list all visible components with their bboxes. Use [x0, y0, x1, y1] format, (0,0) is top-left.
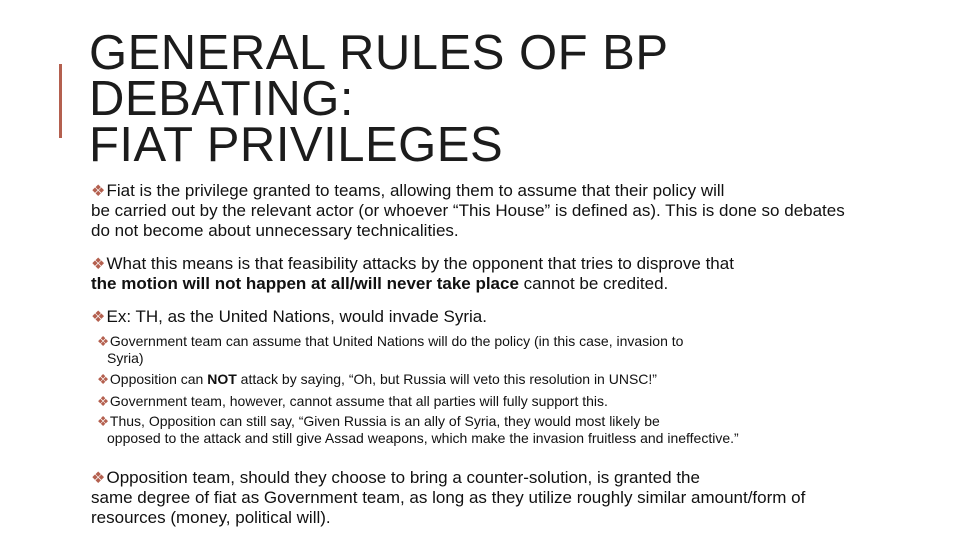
diamond-bullet-icon: ❖ [97, 414, 109, 429]
diamond-bullet-icon: ❖ [91, 308, 106, 326]
bullet-counter-solution [89, 468, 859, 528]
title-line-2: DEBATING: [89, 72, 354, 126]
title-line-1: GENERAL RULES OF BP [89, 26, 669, 80]
sub-bullet-text: Thus, Opposition can still say, “Given Russia is an ally of Syria, they would most likely be [109, 413, 660, 429]
bullet-text: What this means is that feasibility attacks by the opponent that tries to disprove that [106, 254, 734, 273]
diamond-bullet-icon: ❖ [97, 394, 109, 409]
title-line-3: FIAT PRIVILEGES [89, 118, 504, 172]
sub-bullet-continuation: Syria) [107, 350, 144, 366]
sub-bullet-text: Opposition can [109, 371, 208, 387]
bullet-text: Opposition team, should they choose to bring a counter-solution, is granted the [106, 468, 700, 487]
bold-emphasis: NOT [207, 371, 237, 387]
sub-bullet-government-cannot [95, 393, 859, 410]
sub-bullet-continuation: opposed to the attack and still give Assad weapons, which make the invasion fruitless and ineffective.” [107, 430, 739, 446]
sub-bullet-opposition-can [95, 413, 859, 446]
diamond-bullet-icon: ❖ [91, 182, 106, 200]
bullet-text-continuation: be carried out by the relevant actor (or whoever “This House” is defined as). This is done so debates do not become about unnecessary technicalities. [91, 201, 845, 240]
sub-bullet-text: Government team can assume that United Nations will do the policy (in this case, invasion to [109, 333, 684, 349]
diamond-bullet-icon: ❖ [97, 372, 109, 387]
bullet-feasibility-attacks [89, 254, 859, 294]
diamond-bullet-icon: ❖ [91, 255, 106, 273]
title-accent-bar [59, 64, 62, 138]
bullet-text: Fiat is the privilege granted to teams, allowing them to assume that their policy will [106, 181, 725, 200]
sub-bullet-government-assume [95, 333, 859, 366]
sub-bullet-opposition-cannot [95, 371, 859, 388]
diamond-bullet-icon: ❖ [97, 334, 109, 349]
bullet-text-continuation [91, 274, 859, 294]
bullet-fiat-definition [89, 181, 859, 241]
bullet-example [89, 307, 859, 327]
bold-emphasis: the motion will not happen at all/will never take place [91, 274, 519, 293]
bullet-text-tail: cannot be credited. [518, 274, 669, 293]
slide-body [89, 181, 859, 528]
sub-bullet-text: Government team, however, cannot assume that all parties will fully support this. [109, 393, 608, 409]
slide-title [89, 26, 669, 172]
bullet-text-continuation: same degree of fiat as Government team, as long as they utilize roughly similar amount/form of resources (money, political will). [91, 488, 806, 527]
sub-bullet-text-tail: attack by saying, “Oh, but Russia will veto this resolution in UNSC!” [236, 371, 657, 387]
diamond-bullet-icon: ❖ [91, 469, 106, 487]
bullet-text: Ex: TH, as the United Nations, would invade Syria. [106, 307, 487, 326]
